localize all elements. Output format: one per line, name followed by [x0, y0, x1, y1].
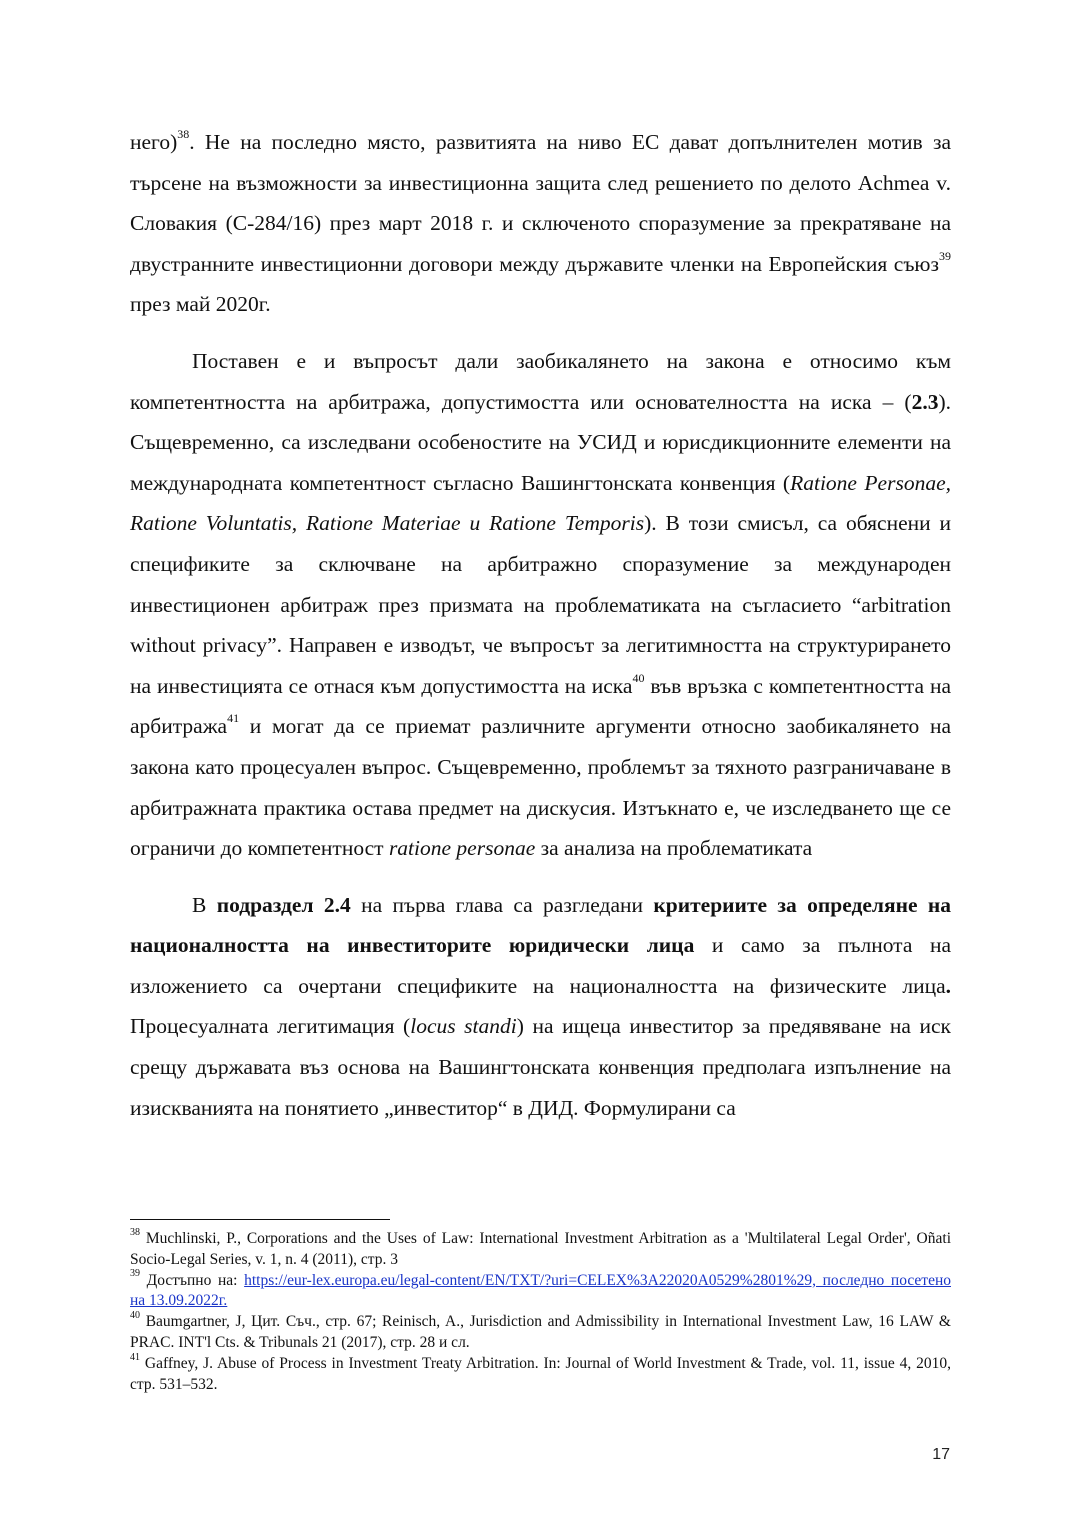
footnote-number: 38: [130, 1226, 140, 1238]
footnote-39: [130, 1268, 951, 1313]
footnote-ref-41: 41: [227, 711, 240, 726]
body-text: [130, 122, 951, 1128]
footnote-ref-40: 40: [632, 670, 645, 685]
footnote-number: 39: [130, 1268, 140, 1280]
bold-run: .: [945, 973, 951, 998]
text-run: през май 2020г.: [130, 292, 271, 317]
text-run: на първа глава са разгледани: [350, 892, 654, 917]
paragraph-3: [130, 885, 951, 1129]
text-run: и могат да се приемат различните аргументи относно заобикалянето на закона като процесуален въпрос. Същевременно, проблемът за тяхното разграничаване в арбитражната практика остава предмет на дискусия. Изтъкнато е, че изследването ще се ограничи до компетентност: [130, 714, 951, 861]
footnote-number: 41: [130, 1351, 140, 1363]
text-run: ). Същевременно, са изследвани особеностите на УСИД и юрисдикционните елементи на международната компетентност съгласно Вашингтонската конвенция (: [130, 389, 951, 495]
italic-run: ratione personae: [388, 836, 536, 861]
eur-lex-link[interactable]: https://eur-lex.europa.eu/legal-content/EN/TXT/?uri=CELEX%3A22020A0529%2801%29, последно посетено на 13.09.2022г.: [130, 1271, 951, 1310]
footnote-text: Muchlinski, P., Corporations and the Uses of Law: International Investment Arbitration as a 'Multilateral Legal Order', Oñati Socio-Legal Series, v. 1, n. 4 (2011), стр. 3: [130, 1230, 951, 1268]
text-run: . Не на последно място, развитията на ниво ЕС дават допълнителен мотив за търсене на възможности за инвестиционна защита след решението по делото Achmea v. Словакия (С-284/16) през март 2018 г. и сключеното споразумение за прекратяване на двустранните инвестиционни договори между държавите членки на Европейския съюз: [130, 130, 951, 276]
footnote-41: [130, 1351, 951, 1396]
text-run: Процесуалната легитимация (: [130, 1014, 411, 1039]
page-number: 17: [932, 1446, 950, 1463]
text-run: В: [192, 892, 217, 917]
paragraph-1: [130, 122, 951, 325]
footnote-38: [130, 1226, 951, 1271]
footnote-40: [130, 1312, 951, 1354]
footnotes: [130, 1226, 951, 1395]
bold-run: подраздел 2.4: [216, 892, 351, 917]
paragraph-2: [130, 341, 951, 869]
footnote-text: Достъпно на:: [140, 1271, 245, 1289]
text-run: Поставен е и въпросът дали заобикалянето на закона е относимо към компетентността на арбитража, допустимостта или основателността на иска – (: [130, 348, 951, 414]
text-run: във връзка с компетентността на арбитража: [130, 673, 952, 739]
italic-run: Ratione Personae, Ratione Voluntatis, Ratione Materiae и Ratione Temporis: [130, 470, 951, 536]
text-run: него): [130, 130, 178, 154]
text-run: ). В този смисъл, са обяснени и спецификите за сключване на арбитражно споразумение за международен инвестиционен арбитраж през призмата на проблематиката на съгласието “arbitration without privacy”. Направен е изводът, че въпросът за легитимността на структурирането на инвестицията се отнася към допустимостта на иска: [130, 511, 952, 698]
text-run: и само за пълнота на изложението са очертани спецификите на националността на физическите лица: [130, 933, 951, 998]
footnote-number: 40: [130, 1310, 140, 1322]
footnote-text: Gaffney, J. Abuse of Process in Investment Treaty Arbitration. In: Journal of World Investment & Trade, vol. 11, issue 4, 2010, стр. 531–532.: [130, 1354, 951, 1393]
text-run: ) на ищеца инвеститор за предявяване на иск срещу държавата въз основа на Вашингтонската конвенция предполага изпълнение на изискванията на понятието „инвеститор“ в ДИД. Формулирани са: [130, 1014, 951, 1120]
footnote-text: Baumgartner, J, Цит. Съч., стр. 67; Reinisch, A., Jurisdiction and Admissibility in International Investment Law, 16 LAW & PRAC. INT'l Cts. & Tribunals 21 (2017), стр. 28 и сл.: [130, 1313, 951, 1351]
footnote-separator: [130, 1219, 390, 1220]
italic-run: locus standi: [410, 1014, 517, 1039]
footnote-ref-38: 38: [177, 126, 190, 141]
bold-run: 2.3: [911, 389, 939, 414]
bold-run: критериите за определяне на националността на инвеститорите юридически лица: [130, 892, 951, 958]
footnote-ref-39: 39: [939, 248, 951, 263]
text-run: за анализа на проблематиката: [535, 836, 813, 861]
